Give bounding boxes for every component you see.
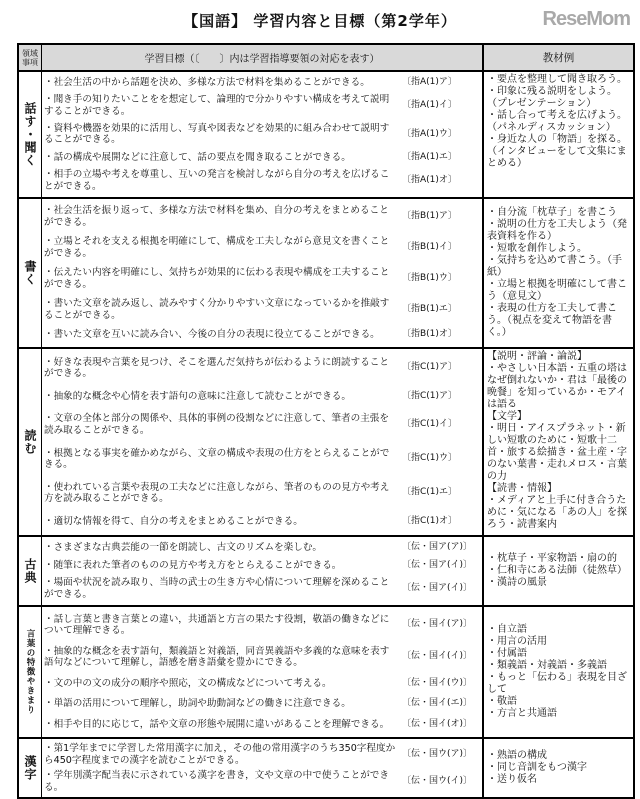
goal-item <box>42 169 482 192</box>
goal-item <box>42 391 482 403</box>
curriculum-table <box>17 43 635 799</box>
goal-item <box>42 448 482 471</box>
goal-item <box>42 719 482 731</box>
area-cell <box>19 607 42 737</box>
material-item: 【文学】 <box>487 411 527 422</box>
goal-text: ・文章の全体と部分の関係や、具体的事例の役割などに注意して、筆者の主張を読み取ることができる。 <box>44 413 389 436</box>
goal-ref: 〔指A(1)オ〕 <box>402 174 457 185</box>
goals-cell <box>42 537 484 605</box>
material-item: ・印象に残る説明をしよう。（プレゼンテーション） <box>487 86 617 109</box>
page-title: 【国語】 学習内容と目標（第2学年） <box>183 12 457 30</box>
material-item: ・明日・アイスプラネット・新しい短歌のために・短歌十二首・旅する絵描き・盆土産・字のない葉書・走れメロス・言葉の力 <box>487 423 627 482</box>
goal-item <box>42 123 482 146</box>
goal-item <box>42 516 482 528</box>
goal-ref: 〔指A(1)ア〕 <box>402 76 457 87</box>
goal-ref: 〔指C(1)オ〕 <box>402 515 458 526</box>
material-item: ・方言と共通語 <box>487 708 557 719</box>
area-label: 話す・聞く <box>23 102 37 167</box>
goal-ref: 〔指B(1)イ〕 <box>402 241 457 252</box>
goal-ref: 〔伝・国イ(イ)〕 <box>402 651 473 662</box>
area-cell <box>19 72 42 197</box>
goal-text: ・相手や目的に応じて，話や文章の形態や展開に違いがあることを理解できる。 <box>44 718 390 730</box>
goal-ref: 〔指A(1)ウ〕 <box>402 128 457 139</box>
goal-ref: 〔指A(1)エ〕 <box>402 151 457 162</box>
goal-text: ・文の中の文の成分の順序や照応，文の構成などについて考える。 <box>44 677 332 689</box>
goal-text: ・場面や状況を読み取り、当時の武士の生き方や心情について理解を深めることができる。 <box>44 577 390 600</box>
area-cell <box>19 199 42 347</box>
material-item: ・同じ音訓をもつ漢字 <box>487 762 587 773</box>
material-item: ・付属語 <box>487 648 527 659</box>
area-label: 言葉の特徴やきまり <box>25 629 35 715</box>
goal-text: ・書いた文章を読み返し、読みやすく分かりやすい文章になっているかを推敲することができる。 <box>44 298 390 321</box>
goal-item <box>42 560 482 572</box>
area-label: 読む <box>23 429 37 455</box>
materials-cell <box>484 199 633 347</box>
table-header <box>19 45 633 72</box>
section-row <box>19 199 633 349</box>
goal-text: ・伝えたい内容を明確にし、気持ちが効果的に伝わる表現や構成を工夫することができる。 <box>44 267 390 290</box>
goal-item <box>42 646 482 669</box>
goal-ref: 〔指B(1)エ〕 <box>402 304 457 315</box>
goal-ref: 〔伝・国ウ(ア)〕 <box>402 748 473 759</box>
goal-ref: 〔指C(1)ア〕 <box>402 362 458 373</box>
goal-item <box>42 329 482 341</box>
goals-cell <box>42 607 484 737</box>
material-item: 【読書・情報】 <box>487 483 557 494</box>
goal-ref: 〔伝・国ア(イ)〕 <box>402 559 473 570</box>
resemom-watermark: ReseMom <box>542 8 630 30</box>
goal-text: ・根拠となる事実を確かめながら、文章の構成や表現の仕方をとらえることができる。 <box>44 447 390 471</box>
goal-text: ・社会生活を振り返って、多様な方法で材料を集め、自分の考えをまとめることができる。 <box>44 205 389 228</box>
goal-ref: 〔伝・国イ(ア)〕 <box>402 619 473 630</box>
goal-item <box>42 743 482 766</box>
goal-text: ・話し言葉と書き言葉との違い，共通語と方言の果たす役割，敬語の働きなどについて理解できる。 <box>44 613 390 637</box>
material-item: ・気持ちを込めて書こう。（手紙） <box>487 255 622 278</box>
material-item: ・仁和寺にある法師（徒然草） <box>487 565 627 576</box>
material-item: ・枕草子・平家物語・扇の的 <box>487 553 617 564</box>
area-cell <box>19 739 42 797</box>
section-row <box>19 607 633 739</box>
material-item: ・敬語 <box>487 696 517 707</box>
goal-text: ・抽象的な概念や心情を表す語句の意味に注意して読むことができる。 <box>44 390 351 402</box>
area-label: 漢字 <box>23 755 37 781</box>
material-item: ・要点を整理して聞き取ろう。 <box>487 74 627 85</box>
materials-cell <box>484 739 633 797</box>
material-item: 【説明・評論・論説】 <box>487 351 587 362</box>
material-item: ・用言の活用 <box>487 636 547 647</box>
goal-ref: 〔伝・国ア(ア)〕 <box>402 542 473 552</box>
area-label: 古典 <box>23 558 37 584</box>
material-item: ・もっと「伝わる」表現を目ざして <box>487 672 627 695</box>
goal-ref: 〔指B(1)ア〕 <box>402 210 457 221</box>
goals-cell <box>42 739 484 797</box>
material-item: ・メディアと上手に付き合うために・気になる「あの人」を探ろう・読書案内 <box>487 495 627 530</box>
section-row <box>19 72 633 199</box>
section-row <box>19 537 633 607</box>
goal-ref: 〔伝・国ウ(イ)〕 <box>402 775 473 786</box>
goal-item <box>42 205 482 228</box>
materials-cell <box>484 537 633 605</box>
goal-item <box>42 698 482 710</box>
goal-item <box>42 413 482 436</box>
material-item: ・類義語・対義語・多義語 <box>487 660 607 671</box>
goal-ref: 〔指C(1)ア〕 <box>402 390 458 401</box>
goal-ref: 〔伝・国ア(イ)〕 <box>402 582 473 593</box>
goal-text: ・立場とそれを支える根拠を明確にして、構成を工夫しながら意見文を書くことができる。 <box>44 236 390 259</box>
goal-text: ・使われている言葉や表現の工夫などに注意しながら、筆者のものの見方や考え方を読み取ることができる。 <box>44 481 390 505</box>
material-item: ・熟語の構成 <box>487 750 547 761</box>
goal-text: ・随筆に表れた筆者のものの見方や考え方をとらえることができる。 <box>44 559 342 571</box>
goal-text: ・学年別漢字配当表に示されている漢字を書き，文や文章の中で使うことができる。 <box>44 770 389 793</box>
materials-cell <box>484 607 633 737</box>
header-area: 領域事項 <box>19 45 42 70</box>
material-item: ・自分流「枕草子」を書こう <box>487 207 617 218</box>
goals-cell <box>42 349 484 535</box>
goal-item <box>42 357 482 380</box>
goal-ref: 〔伝・国イ(ウ)〕 <box>402 677 473 688</box>
materials-cell <box>484 349 633 535</box>
area-cell <box>19 349 42 535</box>
material-item: ・身近な人の「物語」を探る。（インタビューをして文集にまとめる） <box>487 134 627 169</box>
goal-item <box>42 678 482 690</box>
goal-ref: 〔指A(1)イ〕 <box>402 99 457 110</box>
material-item: ・やさしい日本語・五重の塔はなぜ倒れないか・君は「最後の晩餐」を知っているか・モアイは語る <box>487 363 627 410</box>
material-item: ・短歌を創作しよう。 <box>487 243 587 254</box>
goal-item <box>42 577 482 600</box>
goal-item <box>42 298 482 321</box>
goal-text: ・資料や機器を効果的に活用し、写真や図表などを効果的に組み合わせて説明することができる。 <box>44 122 390 146</box>
material-item: ・漢詩の風景 <box>487 577 547 588</box>
material-item: ・説明の仕方を工夫しよう（発表資料を作る） <box>487 219 627 242</box>
goal-text: ・単語の活用について理解し，助詞や助動詞などの働きに注意できる。 <box>44 698 351 710</box>
goal-text: ・聞き手の知りたいことをを想定して、論理的で分かりやすい構成を考えて説明することができる。 <box>44 94 390 117</box>
goal-item <box>42 77 482 89</box>
goal-item <box>42 770 482 793</box>
header-goals: 学習目標（〔 〕内は学習指導要領の対応を表す） <box>42 45 484 70</box>
section-row <box>19 349 633 537</box>
goal-text: ・好きな表現や言葉を見つけ、そこを選んだ気持ちが伝わるように朗読することができる。 <box>44 356 389 380</box>
goal-item <box>42 542 482 554</box>
goal-text: ・話の構成や展開などに注意して、話の要点を聞き取ることができる。 <box>44 151 351 163</box>
goal-text: ・相手の立場や考えを尊重し、互いの発言を検討しながら自分の考えを広げることができる。 <box>44 169 390 192</box>
goal-text: ・適切な情報を得て、自分の考えをまとめることができる。 <box>44 515 303 527</box>
material-item: ・送り仮名 <box>487 774 537 785</box>
goal-text: ・社会生活の中から話題を決め、多様な方法で材料を集めることができる。 <box>44 76 370 88</box>
materials-cell <box>484 72 633 197</box>
goal-item <box>42 94 482 117</box>
goal-text: ・抽象的な概念を表す語句，類義語と対義語，同音異義語や多義的な意味を表す語句などについて理解し，語感を磨き語彙を豊かにできる。 <box>44 645 390 669</box>
goal-item <box>42 152 482 164</box>
goal-item <box>42 236 482 259</box>
section-row <box>19 739 633 799</box>
header-materials: 教材例 <box>542 51 575 64</box>
goal-ref: 〔指C(1)イ〕 <box>402 419 458 430</box>
goals-cell <box>42 72 484 197</box>
material-item: ・自立語 <box>487 624 527 635</box>
goal-ref: 〔指B(1)ウ〕 <box>402 272 457 283</box>
material-item: ・表現の仕方を工夫して書こう。（視点を変えて物語を書く。） <box>487 303 617 338</box>
goal-ref: 〔指C(1)エ〕 <box>402 487 458 498</box>
goal-ref: 〔伝・国イ(エ)〕 <box>402 698 473 709</box>
area-cell <box>19 537 42 605</box>
material-item: ・立場と根拠を明確にして書こう（意見文） <box>487 279 627 302</box>
goal-item <box>42 482 482 505</box>
goal-item <box>42 267 482 290</box>
goal-text: ・さまざまな古典芸能の一節を朗読し、古文のリズムを楽しむ。 <box>44 542 323 553</box>
goal-ref: 〔伝・国イ(オ)〕 <box>402 718 473 729</box>
goal-text: ・書いた文章を互いに読み合い、今後の自分の表現に役立てることができる。 <box>44 329 380 341</box>
goal-ref: 〔指C(1)ウ〕 <box>402 453 458 464</box>
goal-text: ・第1学年までに学習した常用漢字に加え，その他の常用漢字のうち350字程度から450字程度までの漢字を読むことができる。 <box>44 743 396 766</box>
goals-cell <box>42 199 484 347</box>
goal-item <box>42 614 482 637</box>
material-item: ・話し合って考えを広げよう。（パネルディスカッション） <box>487 110 627 133</box>
area-label: 書く <box>23 260 37 286</box>
goal-ref: 〔指B(1)オ〕 <box>402 329 457 340</box>
